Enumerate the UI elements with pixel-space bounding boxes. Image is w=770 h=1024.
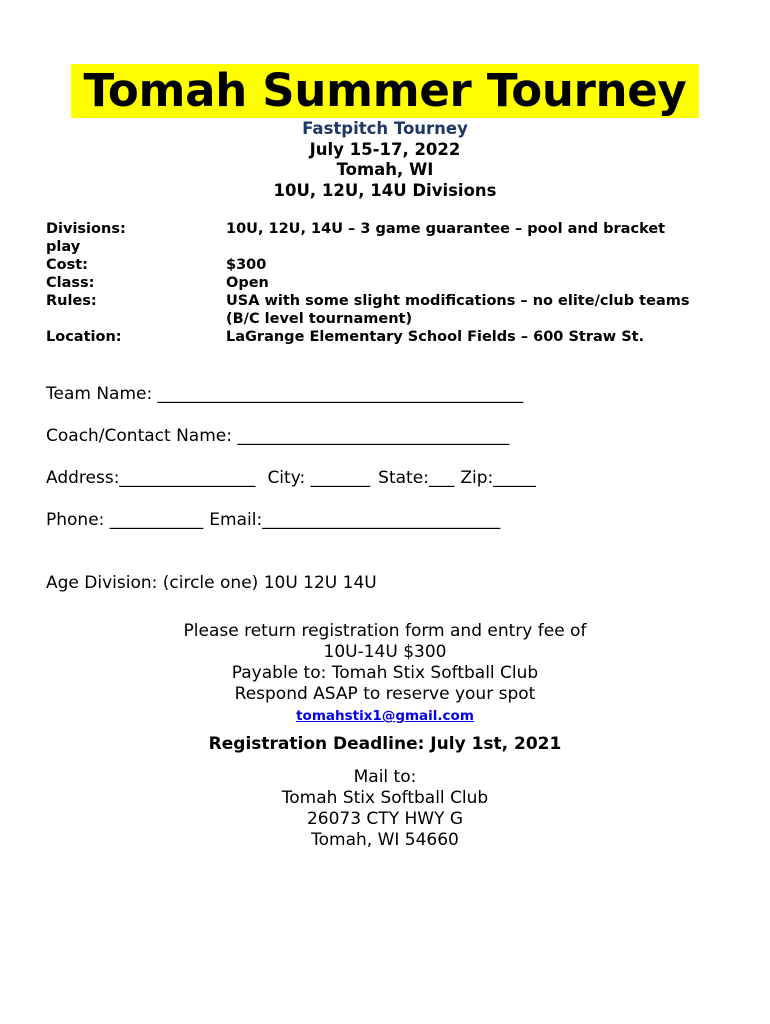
- info-row-class: [46, 274, 726, 292]
- divisions-label: Divisions:: [46, 221, 126, 237]
- return-instructions: Please return registration form and entry fee of: [183, 621, 587, 641]
- mail-name: Tomah Stix Softball Club: [281, 788, 489, 808]
- team-name-field[interactable]: Team Name: ___________________________________________: [46, 384, 524, 404]
- mail-to-label: Mail to:: [353, 767, 417, 787]
- info-row-cost: [46, 256, 726, 274]
- event-header: [0, 119, 770, 201]
- class-value: Open: [226, 275, 269, 291]
- mail-street: 26073 CTY HWY G: [306, 809, 464, 829]
- rules-value: USA with some slight modifications – no elite/club teams: [226, 293, 690, 309]
- mail-city: Tomah, WI 54660: [311, 830, 459, 850]
- info-row-divisions: [46, 220, 726, 238]
- event-subtitle: Fastpitch Tourney: [302, 119, 468, 138]
- event-dates: July 15-17, 2022: [309, 139, 461, 159]
- coach-contact-field[interactable]: Coach/Contact Name: ________________________________: [46, 426, 510, 446]
- cost-label: Cost:: [46, 257, 88, 273]
- payable-to: Payable to: Tomah Stix Softball Club: [231, 663, 539, 683]
- state-field[interactable]: State:___: [378, 468, 455, 488]
- page-title: Tomah Summer Tourney: [83, 64, 687, 117]
- registration-deadline: Registration Deadline: July 1st, 2021: [208, 734, 562, 754]
- cost-value: $300: [226, 257, 267, 273]
- divisions-value-wrap: play: [46, 239, 81, 255]
- mailing-address: [0, 767, 770, 851]
- phone-field[interactable]: Phone: ___________: [46, 510, 204, 530]
- phone-email-row: [46, 510, 500, 530]
- info-row-divisions-wrap: [46, 238, 726, 256]
- location-value: LaGrange Elementary School Fields – 600 Straw St.: [226, 329, 645, 345]
- event-place: Tomah, WI: [336, 160, 434, 179]
- city-field[interactable]: City: _______: [267, 468, 371, 488]
- address-field[interactable]: Address:________________: [46, 468, 256, 488]
- age-division-field[interactable]: Age Division: (circle one) 10U 12U 14U: [46, 573, 377, 593]
- event-divisions: 10U, 12U, 14U Divisions: [273, 180, 497, 200]
- rules-value-2: (B/C level tournament): [226, 311, 413, 327]
- event-info: [46, 220, 726, 346]
- class-label: Class:: [46, 275, 95, 291]
- divisions-value: 10U, 12U, 14U – 3 game guarantee – pool and bracket: [226, 221, 666, 237]
- info-row-rules-2: [46, 310, 726, 328]
- contact-email-link[interactable]: tomahstix1@gmail.com: [296, 708, 474, 724]
- entry-fee: 10U-14U $300: [323, 642, 447, 662]
- info-row-location: [46, 328, 726, 346]
- respond-asap: Respond ASAP to reserve your spot: [234, 684, 536, 704]
- payment-instructions: [0, 621, 770, 726]
- location-label: Location:: [46, 329, 122, 345]
- info-row-rules: [46, 292, 726, 310]
- email-field[interactable]: Email:____________________________: [209, 510, 501, 530]
- rules-label: Rules:: [46, 293, 97, 309]
- title-highlight: [71, 64, 699, 118]
- zip-field[interactable]: Zip:_____: [460, 468, 536, 488]
- address-row: [46, 468, 536, 488]
